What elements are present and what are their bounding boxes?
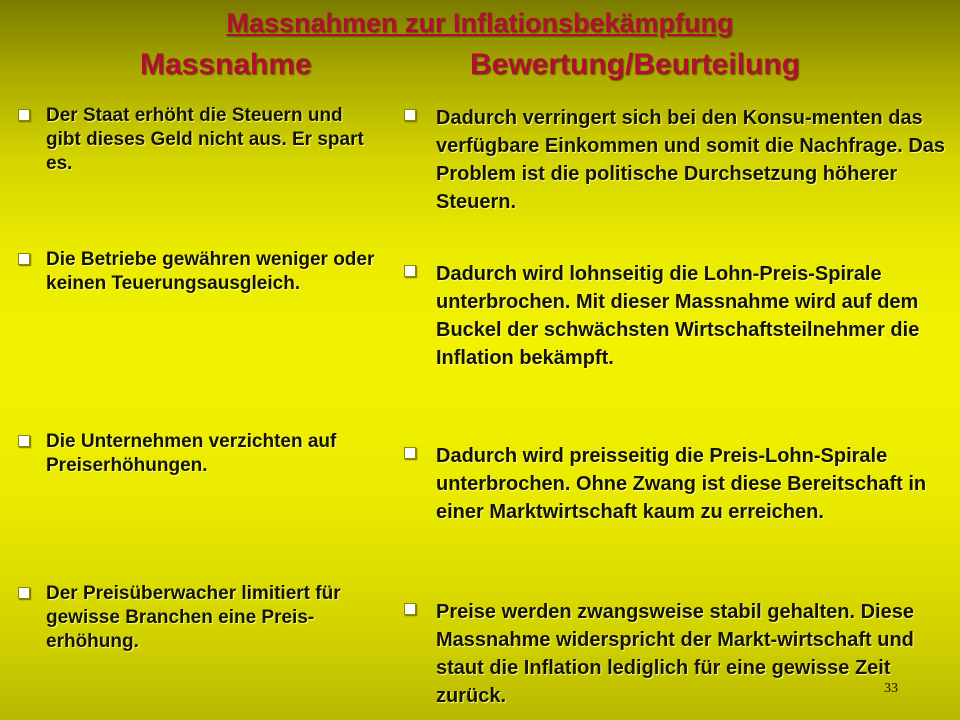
square-bullet-icon <box>404 603 416 615</box>
evaluation-item <box>404 442 952 526</box>
square-bullet-icon <box>18 253 30 265</box>
measure-text: Die Betriebe gewähren weniger oder keinen Teuerungsausgleich. <box>46 249 375 294</box>
measure-text: Die Unternehmen verzichten auf Preiserhöhungen. <box>46 431 337 476</box>
measure-item <box>18 582 378 654</box>
square-bullet-icon <box>18 109 30 121</box>
square-bullet-icon <box>404 265 416 277</box>
slide-title: Massnahmen zur Inflationsbekämpfung <box>226 8 734 38</box>
evaluation-text: Dadurch verringert sich bei den Konsu-menten das verfügbare Einkommen und somit die Nachfrage. Das Problem ist die politische Durchsetzung höherer Steuern. <box>436 107 946 213</box>
square-bullet-icon <box>404 447 416 459</box>
evaluation-text: Dadurch wird lohnseitig die Lohn-Preis-Spirale unterbrochen. Mit dieser Massnahme wird auf dem Buckel der schwächsten Wirtschaftsteilnehmer die Inflation bekämpft. <box>436 263 920 369</box>
measure-item <box>18 104 378 176</box>
column-header-measure: Massnahme <box>140 48 312 81</box>
evaluation-item <box>404 260 952 372</box>
evaluation-text: Dadurch wird preisseitig die Preis-Lohn-Spirale unterbrochen. Ohne Zwang ist diese Bereitschaft in einer Marktwirtschaft kaum zu erreichen. <box>436 445 927 523</box>
square-bullet-icon <box>404 109 416 121</box>
measure-item <box>18 430 378 478</box>
measure-item <box>18 248 378 296</box>
evaluation-item <box>404 598 952 710</box>
square-bullet-icon <box>18 435 30 447</box>
measure-text: Der Staat erhöht die Steuern und gibt dieses Geld nicht aus. Er spart es. <box>46 105 364 174</box>
evaluation-text: Preise werden zwangsweise stabil gehalten. Diese Massnahme widerspricht der Markt-wirtschaft und staut die Inflation lediglich für eine gewisse Zeit zurück. <box>436 601 914 707</box>
measure-text: Der Preisüberwacher limitiert für gewisse Branchen eine Preis-erhöhung. <box>46 583 341 652</box>
evaluation-item <box>404 104 952 216</box>
column-header-evaluation: Bewertung/Beurteilung <box>470 48 801 81</box>
square-bullet-icon <box>18 587 30 599</box>
page-number: 33 <box>884 681 898 696</box>
